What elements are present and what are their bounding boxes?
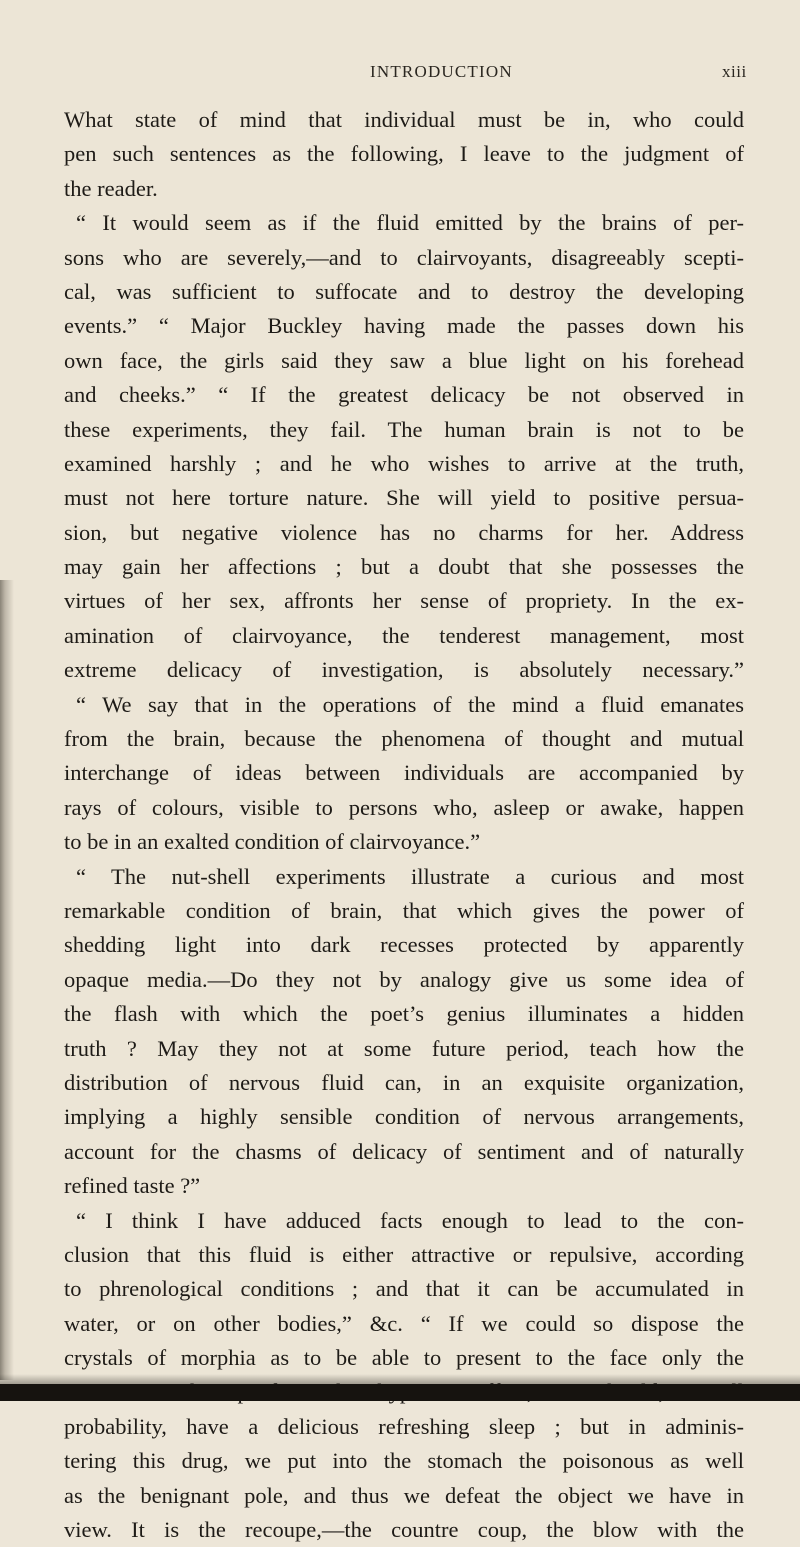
page-bottom-edge xyxy=(0,1384,800,1401)
text-line: as the benignant pole, and thus we defeat the object we have in xyxy=(64,1482,744,1508)
text-line: the flash with which the poet’s genius illuminates a hidden xyxy=(64,1001,744,1027)
text-line: distribution of nervous fluid can, in an exquisite organization, xyxy=(64,1069,744,1095)
text-line: water, or on other bodies,” &c. “ If we could so dispose the xyxy=(64,1310,744,1336)
text-line: to be in an exalted condition of clairvoyance.” xyxy=(64,829,481,855)
text-line: sion, but negative violence has no charms for her. Address xyxy=(64,519,744,545)
text-line: “ The nut-shell experiments illustrate a curious and most xyxy=(76,863,744,889)
text-line: must not here torture nature. She will yield to positive persua- xyxy=(64,485,744,511)
page-number: xiii xyxy=(722,62,747,81)
text-line: view. It is the recoupe,—the countre coup, the blow with the xyxy=(64,1517,744,1543)
text-line: amination of clairvoyance, the tenderest management, most xyxy=(64,622,744,648)
text-line: tering this drug, we put into the stomach the poisonous as well xyxy=(64,1448,744,1474)
running-head-title: INTRODUCTION xyxy=(370,62,513,81)
text-line: implying a highly sensible condition of nervous arrangements, xyxy=(64,1104,744,1130)
text-line: shedding light into dark recesses protected by apparently xyxy=(64,932,744,958)
body-text xyxy=(64,103,744,1547)
text-line: examined harshly ; and he who wishes to arrive at the truth, xyxy=(64,450,744,476)
text-line: interchange of ideas between individuals are accompanied by xyxy=(64,760,744,786)
text-line: cal, was sufficient to suffocate and to destroy the developing xyxy=(64,278,744,304)
text-line: to phrenological conditions ; and that it can be accumulated in xyxy=(64,1276,744,1302)
text-line: clusion that this fluid is either attractive or repulsive, according xyxy=(64,1241,744,1267)
text-line: events.” “ Major Buckley having made the passes down his xyxy=(64,313,744,339)
text-line: crystals of morphia as to be able to present to the face only the xyxy=(64,1345,744,1371)
text-line: the reader. xyxy=(64,175,158,201)
text-line: truth ? May they not at some future period, teach how the xyxy=(64,1035,744,1061)
text-line: refined taste ?” xyxy=(64,1173,201,1199)
gutter-shadow xyxy=(0,580,14,1380)
text-line: What state of mind that individual must be in, who could xyxy=(64,107,744,132)
text-line: rays of colours, visible to persons who, asleep or awake, happen xyxy=(64,794,744,820)
text-line: virtues of her sex, affronts her sense of propriety. In the ex- xyxy=(64,588,744,614)
running-head xyxy=(0,62,800,86)
text-line: these experiments, they fail. The human brain is not to be xyxy=(64,416,744,442)
text-line: and cheeks.” “ If the greatest delicacy be not observed in xyxy=(64,382,744,408)
text-line: opaque media.—Do they not by analogy give us some idea of xyxy=(64,966,744,992)
text-line: “ I think I have adduced facts enough to lead to the con- xyxy=(76,1207,744,1233)
text-line: account for the chasms of delicacy of sentiment and of naturally xyxy=(64,1138,744,1164)
text-line: remarkable condition of brain, that which gives the power of xyxy=(64,897,744,923)
text-line: probability, have a delicious refreshing sleep ; but in adminis- xyxy=(64,1413,744,1439)
text-line: from the brain, because the phenomena of thought and mutual xyxy=(64,726,744,752)
text-line: pen such sentences as the following, I leave to the judgment of xyxy=(64,141,744,167)
text-line: sons who are severely,—and to clairvoyants, disagreeably scepti- xyxy=(64,244,744,270)
text-line: own face, the girls said they saw a blue light on his forehead xyxy=(64,347,744,373)
text-line: may gain her affections ; but a doubt that she possesses the xyxy=(64,554,744,580)
text-line: extreme delicacy of investigation, is absolutely necessary.” xyxy=(64,657,744,683)
page-bottom-shadow xyxy=(0,1374,800,1384)
text-line: “ We say that in the operations of the mind a fluid emanates xyxy=(76,691,744,717)
text-line: “ It would seem as if the fluid emitted by the brains of per- xyxy=(76,210,744,236)
